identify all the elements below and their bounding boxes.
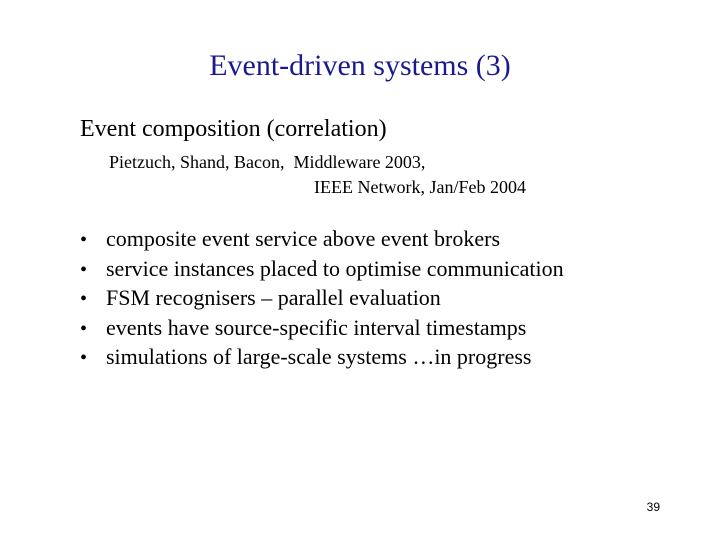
- slide-title: Event-driven systems (3): [209, 49, 511, 82]
- bullet-icon: •: [80, 258, 88, 281]
- slide-subtitle: Event composition (correlation): [80, 116, 387, 142]
- bullet-item: [80, 224, 564, 254]
- bullet-item: [80, 283, 564, 313]
- bullet-icon: •: [80, 229, 88, 251]
- bullet-item: [80, 254, 564, 284]
- bullet-text: events have source-specific interval timestamps: [106, 314, 527, 340]
- bullet-text: service instances placed to optimise communication: [106, 255, 564, 281]
- bullet-text: simulations of large-scale systems …in progress: [106, 344, 532, 369]
- reference-line-1: Pietzuch, Shand, Bacon, Middleware 2003,: [109, 152, 426, 172]
- bullet-item: [80, 342, 564, 372]
- page-number: 39: [646, 500, 660, 514]
- bullet-icon: •: [80, 317, 88, 340]
- bullet-text: FSM recognisers – parallel evaluation: [106, 285, 441, 310]
- reference-line-2: IEEE Network, Jan/Feb 2004: [314, 177, 526, 197]
- bullet-item: [80, 313, 564, 343]
- bullet-text: composite event service above event brokers: [106, 226, 501, 251]
- bullet-icon: •: [80, 288, 88, 310]
- bullet-icon: •: [80, 347, 88, 369]
- bullet-list: [80, 224, 564, 372]
